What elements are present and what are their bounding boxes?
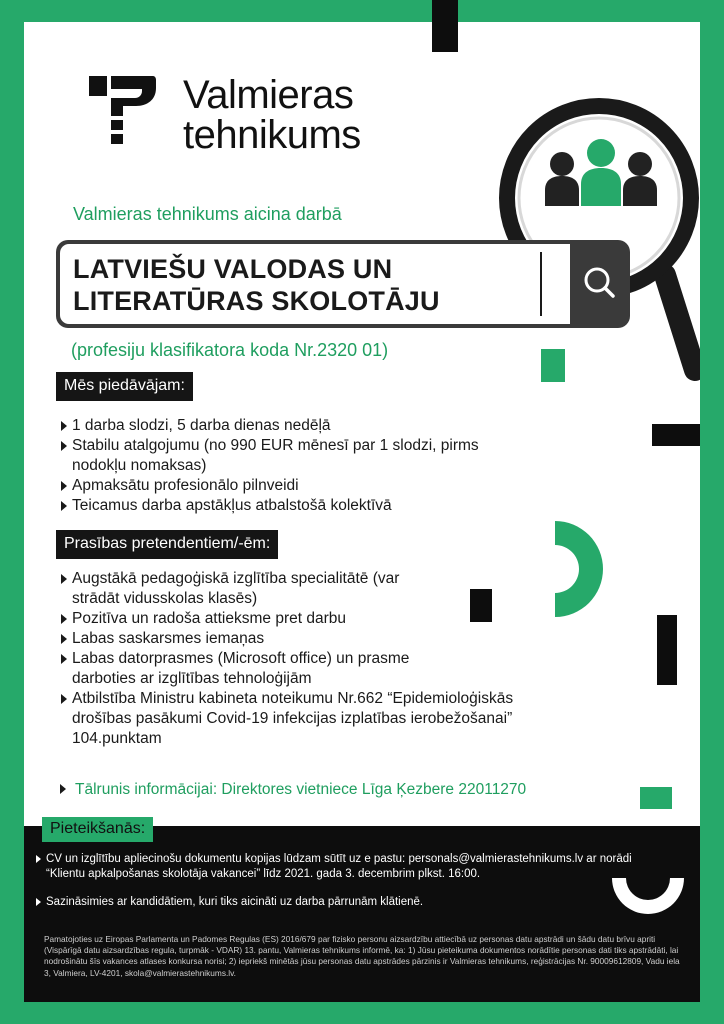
offer-item: Teicamus darba apstākļus atbalstošā kolektīvā (60, 496, 500, 516)
green-half-circle-deco (555, 521, 607, 617)
valmieras-logo-icon (89, 76, 157, 148)
logo-line-2: tehnikums (183, 113, 361, 157)
apply-item: CV un izglītību apliecinošu dokumentu kopijas lūdzam sūtīt uz e pastu: personals@valmierastehnikums.lv ar norādi “Klientu apkalpošanas skolotāja vakancei” līdz 2021. gada 3. decembrim plkst. 16:00. (36, 852, 671, 882)
right-deco-bar (652, 424, 700, 446)
requirement-item: Pozitīva un radoša attieksme pret darbu (60, 609, 540, 629)
green-rect-deco (640, 787, 672, 809)
logo-wordmark (183, 75, 361, 155)
requirement-item: Augstākā pedagoģiskā izglītība specialitātē (var strādāt vidusskolas klasēs) (60, 569, 417, 609)
search-icon (572, 244, 626, 324)
offer-item: Apmaksātu profesionālo pilnveidi (60, 476, 500, 496)
contact-info: Tālrunis informācijai: Direktores vietniece Līga Ķezbere 22011270 (60, 781, 526, 799)
apply-list (36, 852, 676, 923)
offer-list (60, 416, 500, 516)
offer-item: Stabilu atalgojumu (no 990 EUR mēnesī par 1 slodzi, pirms nodokļu nomaksas) (60, 436, 482, 476)
apply-item: Sazināsimies ar kandidātiem, kuri tiks aicināti uz darba pārrunām klātienē. (36, 895, 676, 910)
requirement-item: Labas datorprasmes (Microsoft office) un prasme darboties ar izglītības tehnoloģijām (60, 649, 477, 689)
text-cursor (540, 252, 542, 316)
legal-notice: Pamatojoties uz Eiropas Parlamenta un Padomes Regulas (ES) 2016/679 par fizisko personu aizsardzību attiecībā uz personas datu apstrādi un šādu datu brīvu apriti (Vispārīgā datu aizsardzības regula, turpmāk - VDAR) 13. pantu, Valmieras tehnikums informē, ka: 1) Jūsu pieteikuma dokumentos norādītie personas dati tiks apstrādāti, lai nodrošinātu šīs vakances atlases konkursa norisi; 2) iepriekš minētās jūsu personas datu apstrādes pārzinis ir Valmieras tehnikums, reģistrācijas Nr. 90009612809, Vadu iela 3, Valmiera, LV-4201, skola@valmierastehnikums.lv. (44, 934, 680, 978)
requirement-item: Atbilstība Ministru kabineta noteikumu Nr.662 “Epidemioloģiskās drošības pasākumi Covid-19 infekcijas izplatības ierobežošanai” 104.punktam (60, 689, 547, 749)
logo-line-1: Valmieras (183, 73, 354, 117)
top-deco-bar (432, 0, 458, 52)
apply-heading: Pieteikšanās: (42, 817, 153, 842)
profession-code: (profesiju klasifikatora koda Nr.2320 01) (71, 340, 389, 360)
requirements-heading: Prasības pretendentiem/-ēm: (56, 530, 278, 559)
requirement-item: Labas saskarsmes iemaņas (60, 629, 540, 649)
vertical-deco-bar (657, 615, 677, 685)
offer-item: 1 darba slodzi, 5 darba dienas nedēļā (60, 416, 500, 436)
offer-heading: Mēs piedāvājam: (56, 372, 193, 401)
intro-text: Valmieras tehnikums aicina darbā (73, 204, 342, 224)
magnifier-illustration (490, 70, 700, 400)
requirements-list (60, 569, 540, 749)
job-title-line-1: LATVIEŠU VALODAS UN (73, 254, 393, 284)
job-title-line-2: LITERATŪRAS SKOLOTĀJU (73, 286, 440, 316)
job-title (73, 253, 440, 317)
